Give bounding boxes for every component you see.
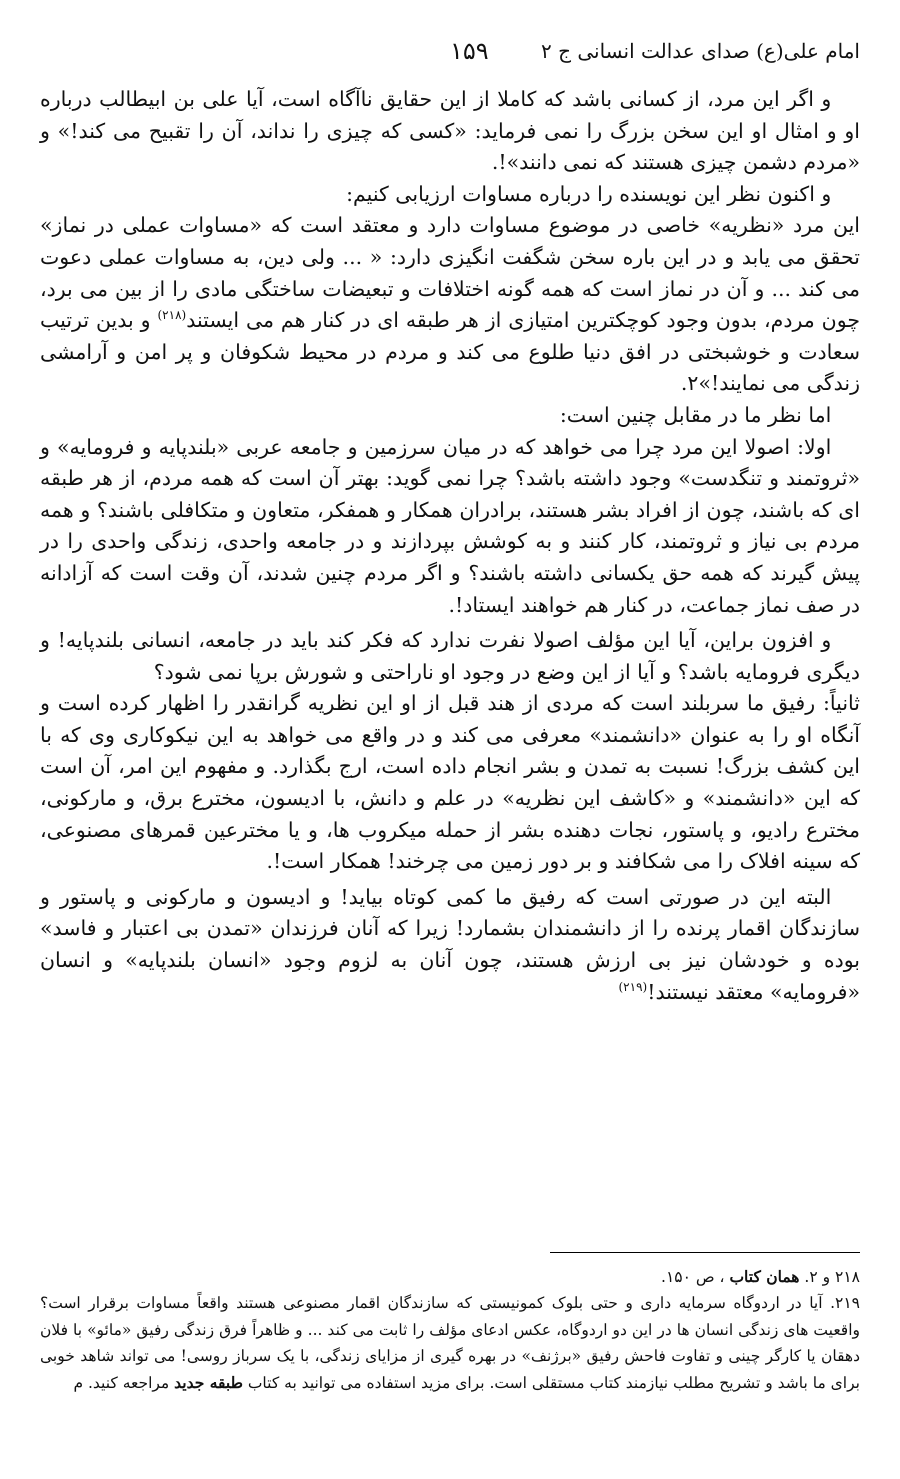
footnote-218-source: همان کتاب xyxy=(729,1267,800,1286)
page-number: ۱۵۹ xyxy=(450,37,489,65)
footnote-ref-219[interactable]: (۲۱۹) xyxy=(618,979,648,994)
footnote-218-number: ۲۱۸ و ۲. xyxy=(799,1268,860,1286)
footnote-218-page: ، ص ۱۵۰. xyxy=(661,1268,730,1286)
paragraph-4: اما نظر ما در مقابل چنین است: xyxy=(559,402,832,427)
paragraph-3 xyxy=(40,210,860,400)
footnotes xyxy=(40,1264,860,1396)
page-header xyxy=(40,36,860,66)
footnote-divider xyxy=(550,1252,860,1253)
main-text xyxy=(40,84,860,1008)
paragraph-5: اولا: اصولا این مرد چرا می خواهد که در میان سرزمین و جامعه عربی «بلندپایه و فرومایه» و «ثروتمند و تنگدست» وجود داشته باشد؟ چرا نمی گوید: بهتر آن است که همه مردم، از هر طبقه ای که باشند، چون از افراد بشر هستند، برادران همکار و همفکر، متعاون و متکافلی باشند؟ و همه مردم بی نیاز و ثروتمند، کار کنند و به کوشش بپردازند و در جامعه واحدی، زندگی واحدی را در پیش گیرند که همه حق یکسانی داشته باشند؟ و اگر مردم چنین شدند، آن وقت است که آزادانه در صف نماز جماعت، در کنار هم خواهند ایستاد!. xyxy=(40,434,860,617)
paragraph-3-part-b: و بدین ترتیب سعادت و خوشبختی در افق دنیا طلوع می کند و مردم در محیط شکوفان و پر امن و آرامشی زندگی می نمایند!»۲. xyxy=(40,308,860,396)
paragraph-1: و اگر این مرد، از کسانی باشد که کاملا از این حقایق ناآگاه است، آیا علی بن ابیطالب درباره او و امثال او این سخن بزرگ را نمی فرماید: «کسی که چیزی را نداند، آن را تقبیح می کند!» و «مردم دشمن چیزی هستند که نمی دانند»!. xyxy=(40,87,860,175)
paragraph-2: و اکنون نظر این نویسنده را درباره مساوات ارزیابی کنیم: xyxy=(346,181,832,206)
paragraph-7: ثانیاً: رفیق ما سربلند است که مردی از هند قبل از او این نظریه گرانقدر را اظهار کرده است و آنگاه او را به عنوان «دانشمند» معرفی می کند و در واقع می خواهد به این نیکوکاری وی که با این کشف بزرگ! نسبت به تمدن و بشر انجام داده است، ارج بگذارد. و مفهوم این امر، آن است که این «دانشمند» و «کاشف این نظریه» در علم و دانش، با ادیسون، مخترع برق، و مارکونی، مخترع رادیو، و پاستور، نجات دهنده بشر از حمله میکروب ها، و یا مخترعین قمرهای مصنوعی، که سینه افلاک را می شکافند و بر دور زمین می چرخند! همکار است!. xyxy=(40,691,860,874)
footnote-ref-218[interactable]: (۲۱۸) xyxy=(157,308,187,323)
paragraph-3-part-a: این مرد «نظریه» خاصی در موضوع مساوات دارد و معتقد است که «مساوات عملی در نماز» تحقق می یابد و در این باره سخن شگفت انگیزی دارد: « ... ولی دین، به مساوات عملی دعوت می کند ... و آن در نماز است که همه گونه اختلافات و تبعیضات ساختگی مادی را از بین می برد، چون مردم، بدون وجود کوچکترین امتیازی از هر طبقه ای در کنار هم می ایستند xyxy=(40,213,861,333)
footnote-219 xyxy=(40,1290,860,1396)
paragraph-8-text: البته این در صورتی است که رفیق ما کمی کوتاه بیاید! و ادیسون و مارکونی و پاستور و سازندگان اقمار پرنده را از دانشمندان بشمارد! زیرا که آنان فرزندان «تمدن بی اعتبار و فاسد» بوده و خودشان نیز بی ارزش هستند، چون آنان به لزوم وجود «انسان بلندپایه» و انسان «فرومایه» معتقد نیستند! xyxy=(40,884,860,1004)
footnote-218 xyxy=(40,1264,860,1290)
paragraph-6: و افزون براین، آیا این مؤلف اصولا نفرت ندارد که فکر کند باید در جامعه، انسانی بلندپایه! و دیگری فرومایه باشد؟ و آیا از این وضع در وجود او ناراحتی و شورش برپا نمی شود؟ xyxy=(40,628,860,684)
footnote-219-book: طبقه جدید xyxy=(174,1372,243,1392)
footnote-219-end: مراجعه کنید. م xyxy=(73,1373,175,1392)
book-title: امام علی(ع) صدای عدالت انسانی ج ۲ xyxy=(540,39,860,63)
footnote-219-text: ۲۱۹. آیا در اردوگاه سرمایه داری و حتی بلوک کمونیستی که سازندگان اقمار مصنوعی هستند واقعاً مساوات برقرار است؟ واقعیت های زندگی انسان ها در این دو اردوگاه، عکس ادعای مؤلف را ثابت می کند ... و ظاهراً فرق زندگی رفیق «مائو» با فلان دهقان یا کارگر چینی و تفاوت فاحش رفیق «برژنف» در بهره گیری از مزایای زندگی، با یک سرباز روسی! می تواند شاهد خوبی برای ما باشد و تشریح مطلب نیازمند کتاب مستقلی است. برای مزید استفاده می توانید به کتاب xyxy=(40,1294,860,1392)
paragraph-8 xyxy=(40,882,860,1008)
